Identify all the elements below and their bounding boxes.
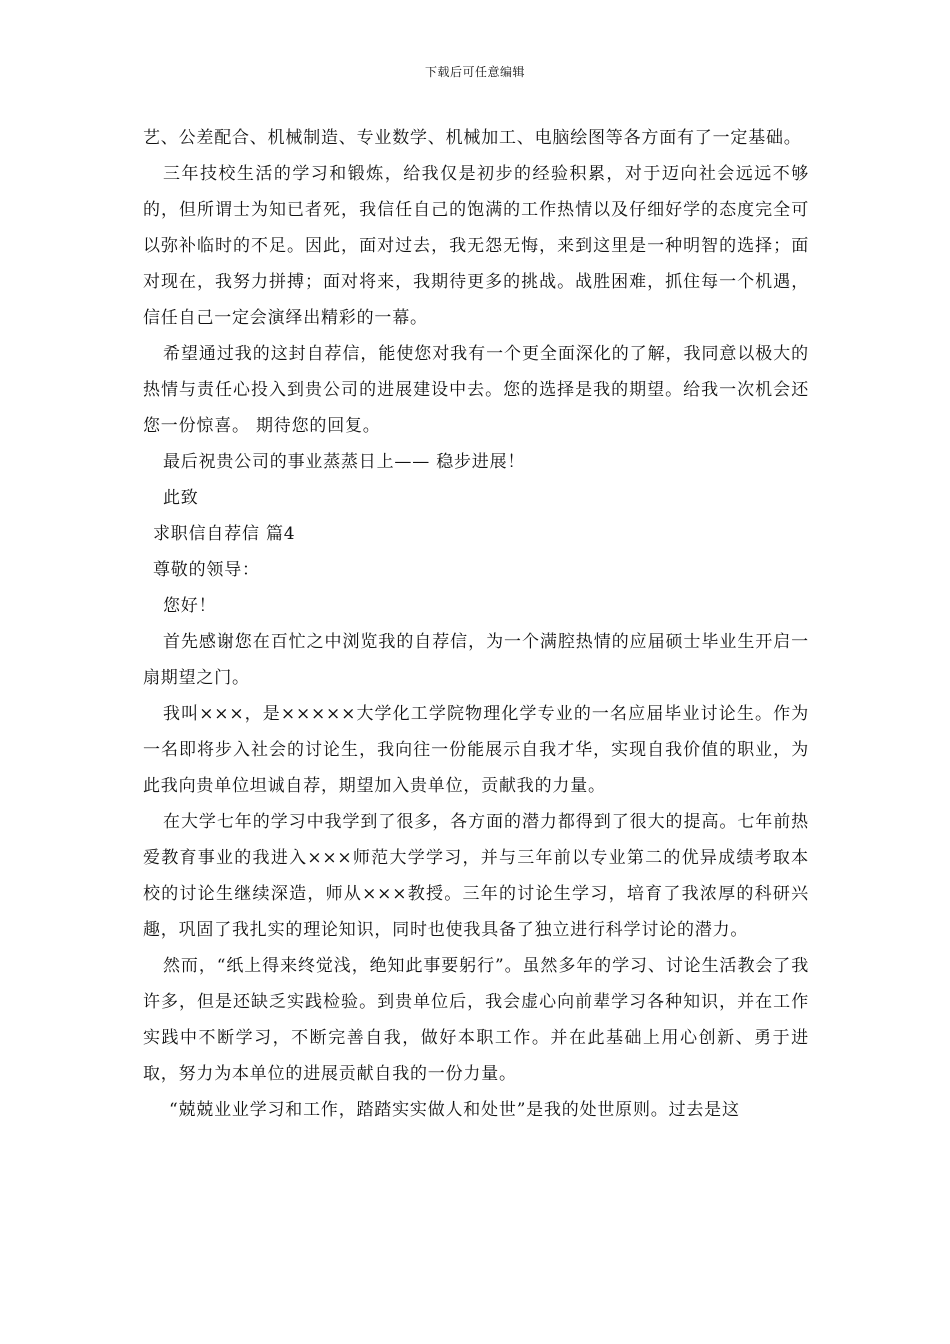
paragraph-practice: 然而，“纸上得来终觉浅，绝知此事要躬行”。虽然多年的学习、讨论生活教会了我许多，但是还缺乏实践检验。到贵单位后，我会虚心向前辈学习各种知识，并在工作实践中不断学习，不断完善自我，做好本职工作。并在此基础上用心创新、勇于进取，努力为本单位的进展贡献自我的一份力量。	[143, 956, 809, 1084]
paragraph-thanks: 首先感谢您在百忙之中浏览我的自荐信，为一个满腔热情的应届硕士毕业生开启一扇期望之门。	[143, 632, 809, 688]
paragraph-salutation-end: 此致	[163, 488, 199, 508]
letter-body	[143, 120, 809, 1128]
paragraph-introduction: 我叫×××，是×××××大学化工学院物理化学专业的一名应届毕业讨论生。作为一名即将步入社会的讨论生，我向往一份能展示自我才华，实现自我价值的职业，为此我向贵单位坦诚自荐，期望加入贵单位，贡献我的力量。	[143, 704, 809, 796]
paragraph-principle: “兢兢业业学习和工作，踏踏实实做人和处世”是我的处世原则。过去是这	[169, 1100, 740, 1120]
paragraph-closing-wish: 最后祝贵公司的事业蒸蒸日上—— 稳步进展！	[163, 452, 526, 472]
paragraph-skills-continued: 艺、公差配合、机械制造、专业数学、机械加工、电脑绘图等各方面有了一定基础。	[143, 128, 802, 148]
page-header-note: 下载后可任意编辑	[424, 65, 525, 79]
section-title: 求职信自荐信 篇4	[153, 524, 296, 544]
paragraph-school-experience: 三年技校生活的学习和锻炼，给我仅是初步的经验积累，对于迈向社会远远不够的，但所谓士为知已者死，我信任自己的饱满的工作热情以及仔细好学的态度完全可以弥补临时的不足。因此，面对过去，我无怨无悔，来到这里是一种明智的选择；面对现在，我努力拼搏；面对将来，我期待更多的挑战。战胜困难，抓住每一个机遇，信任自己一定会演绎出精彩的一幕。	[143, 164, 809, 328]
paragraph-hope: 希望通过我的这封自荐信，能使您对我有一个更全面深化的了解，我同意以极大的热情与责任心投入到贵公司的进展建设中去。您的选择是我的期望。给我一次机会还您一份惊喜。 期待您的回复。	[143, 344, 809, 436]
greeting-recipient: 尊敬的领导：	[153, 560, 260, 580]
paragraph-university-study: 在大学七年的学习中我学到了很多，各方面的潜力都得到了很大的提高。七年前热爱教育事业的我进入×××师范大学学习，并与三年前以专业第二的优异成绩考取本校的讨论生继续深造，师从×××教授。三年的讨论生学习，培育了我浓厚的科研兴趣，巩固了我扎实的理论知识，同时也使我具备了独立进行科学讨论的潜力。	[143, 812, 809, 940]
greeting-hello: 您好！	[163, 596, 217, 616]
